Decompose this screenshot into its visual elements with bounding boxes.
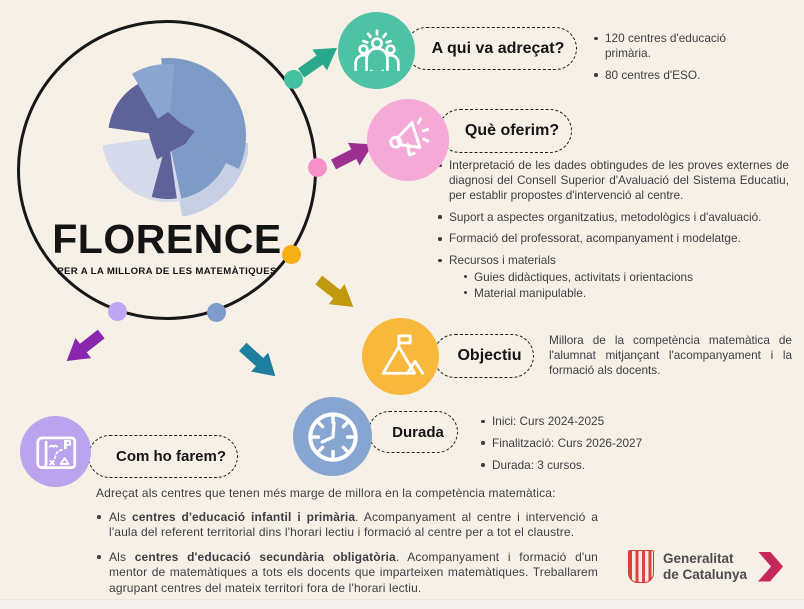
chevron-right-icon [758,552,783,582]
offer-badge [367,99,449,181]
footer-bullet-rest: . Acompanyament al centre i intervenció a l'aula del referent territorial dins l'horari lectiu i formació al centre per a tot el claustre. [109,509,599,540]
audience-badge [338,12,415,89]
arrow-to-duration-icon [233,336,285,387]
duration-label: Durada [368,411,458,453]
objective-details: Millora de la competència matemàtica de l'alumnat mitjançant l'acompanyament i la formació als docents. [549,333,792,377]
how-details [96,486,598,606]
ring-dot-yellow [282,245,301,264]
arrow-to-how-icon [58,323,111,373]
treasure-map-icon [31,427,81,477]
program-subtitle: PER A LA MILLORA DE LES MATEMÀTIQUES [57,266,277,277]
audience-details [593,31,745,90]
list-item-label: Recursos i materials [449,253,556,268]
footer-intro: Adreçat als centres que tenen més marge de millora en la competència matemàtica: [96,486,556,500]
list-item: 120 centres d'educació primària. [593,31,745,61]
duration-badge [293,397,372,476]
list-item: Suport a aspectes organitzatius, metodològics i d'avaluació. [437,210,789,225]
megaphone-icon [381,113,435,167]
generalitat-logo [628,550,783,583]
ring-dot-lavender [108,302,127,321]
how-label: Com ho farem? [88,435,238,478]
audience-label: A qui va adreçat? [405,27,577,70]
footer-bullet-bold: centres d'educació infantil i primària [131,509,356,524]
offer-details [437,158,789,302]
list-item: Interpretació de les dades obtingudes de les proves externes de diagnosi del Consell Superior d'Avaluació del Sistema Educatiu, per establir propostes d'intervenció al centre. [437,158,789,203]
generalitat-name-line2: de Catalunya [663,566,748,582]
list-item: Formació del professorat, acompanyament i modelatge. [437,231,789,246]
footer-bullet [96,510,598,541]
florence-rose-logo-icon [88,56,248,216]
arrow-to-objective-icon [310,269,363,319]
ring-dot-pink [308,158,327,177]
list-item: 80 centres d'ESO. [593,68,745,83]
program-title: FLORENCE [52,216,282,262]
duration-details [480,414,690,480]
offer-label: Què oferim? [438,109,572,153]
objective-badge [362,318,439,395]
senyera-shield-icon [628,550,654,583]
footer-bullet-pre: Als [109,509,132,524]
footer-bullet-bold: centres d'educació secundària obligatòria [134,549,396,564]
footer-bullet [96,550,598,597]
list-item: Durada: 3 cursos. [480,458,690,473]
bottom-strip [0,599,804,609]
objective-label: Objectiu [433,334,534,378]
footer-bullet-rest: . Acompanyament i formació d'un mentor de matemàtiques a tots els docents que imparteixen matemàtiques. Treballarem agrupant centres del mateix territori fora de l'horari lectiu. [109,549,599,595]
footer-bullet-pre: Als [109,549,135,564]
clock-icon [301,405,365,469]
generalitat-name-line1: Generalitat [663,551,734,567]
generalitat-name [663,551,747,581]
mountain-flag-icon [375,331,427,383]
list-item: Finalització: Curs 2026-2027 [480,436,690,451]
ring-dot-blue [207,303,226,322]
sub-list-item: Guies didàctiques, activitats i orientacions [463,270,789,285]
florence-main-circle [17,20,317,320]
list-item: Inici: Curs 2024-2025 [480,414,690,429]
how-badge [20,416,91,487]
list-item [437,253,789,301]
people-audience-icon [352,26,402,76]
ring-dot-teal [284,70,303,89]
sub-list-item: Material manipulable. [463,286,789,301]
